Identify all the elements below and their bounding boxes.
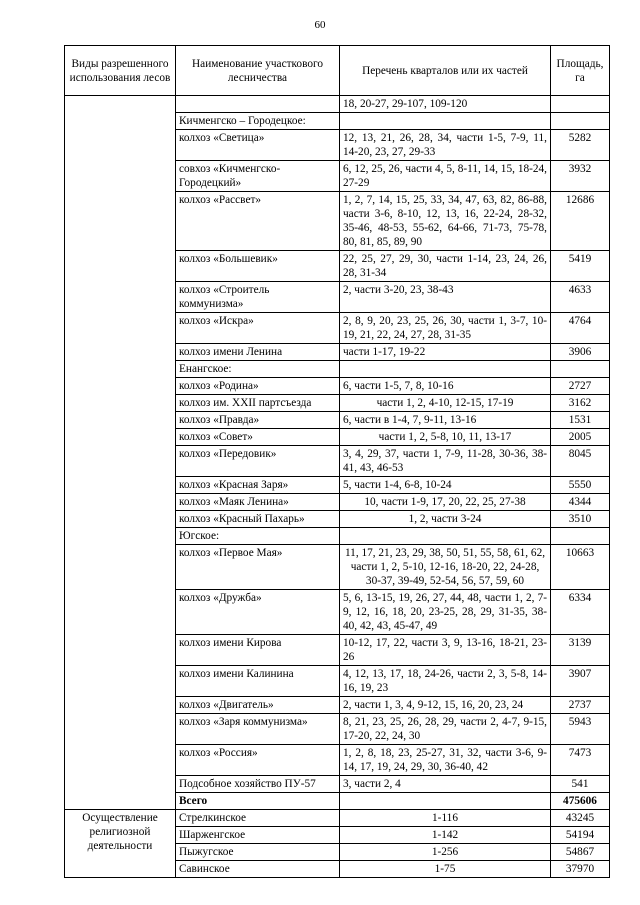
quarters-cell [340,361,551,378]
area-value: 3906 [551,344,610,361]
area-value: 54194 [551,827,610,844]
forestry-name: колхоз «Рассвет» [176,192,340,251]
region-name: Енангское: [176,361,340,378]
quarters-list: 10-12, 17, 22, части 3, 9, 13-16, 18-21, 23-26 [340,635,551,666]
quarters-list: 6, части в 1-4, 7, 9-11, 13-16 [340,412,551,429]
forestry-name: Пыжугское [176,844,340,861]
quarters-list: 1, 2, 8, 18, 23, 25-27, 31, 32, части 3-6, 9-14, 17, 19, 24, 29, 30, 36-40, 42 [340,745,551,776]
region-name: Кичменгско – Городецкое: [176,113,340,130]
quarters-list: 1-256 [340,844,551,861]
forestry-name: Всего [176,793,340,810]
quarters-list: 2, 8, 9, 20, 23, 25, 26, 30, части 1, 3-7, 10-19, 21, 22, 24, 27, 28, 31-35 [340,313,551,344]
forestry-name: Подсобное хозяйство ПУ-57 [176,776,340,793]
area-value: 5550 [551,477,610,494]
quarters-list: 2, части 1, 3, 4, 9-12, 15, 16, 20, 23, 24 [340,697,551,714]
area-value: 4633 [551,282,610,313]
forestry-name-cell [176,96,340,113]
forestry-name: колхоз имени Калинина [176,666,340,697]
area-value: 541 [551,776,610,793]
area-value: 4764 [551,313,610,344]
area-value: 54867 [551,844,610,861]
religious-row [65,810,610,827]
area-value: 3162 [551,395,610,412]
quarters-list: части 1, 2, 4-10, 12-15, 17-19 [340,395,551,412]
area-value: 12686 [551,192,610,251]
forestry-name: Стрелкинское [176,810,340,827]
quarters-list: 5, 6, 13-15, 19, 26, 27, 44, 48, части 1, 2, 7-9, 12, 16, 18, 20, 23-25, 28, 29, 31-35, 38-40, 42, 43, 45-47, 49 [340,590,551,635]
quarters-list: 18, 20-27, 29-107, 109-120 [340,96,551,113]
area-value: 5943 [551,714,610,745]
forestry-name: колхоз «Искра» [176,313,340,344]
area-value: 7473 [551,745,610,776]
forestry-name: колхоз «Родина» [176,378,340,395]
quarters-list: части 1, 2, 5-8, 10, 11, 13-17 [340,429,551,446]
quarters-list: 3, части 2, 4 [340,776,551,793]
area-value: 6334 [551,590,610,635]
forestry-name: колхоз «Россия» [176,745,340,776]
page-number: 60 [314,19,326,31]
quarters-list: 6, 12, 25, 26, части 4, 5, 8-11, 14, 15, 18-24, 27-29 [340,161,551,192]
table-row [65,96,610,113]
area-value: 2727 [551,378,610,395]
quarters-list: 4, 12, 13, 17, 18, 24-26, части 2, 3, 5-8, 14-16, 19, 23 [340,666,551,697]
area-value: 8045 [551,446,610,477]
area-value: 3907 [551,666,610,697]
use-type-religious: Осуществление религиозной деятельности [65,810,176,878]
area-cell [551,113,610,130]
quarters-list: 22, 25, 27, 29, 30, части 1-14, 23, 24, 26, 28, 31-34 [340,251,551,282]
forestry-name: колхоз «Первое Мая» [176,545,340,590]
header-forestry-name: Наименование участкового лесничества [176,46,340,96]
area-value: 4344 [551,494,610,511]
quarters-cell [340,528,551,545]
area-cell [551,361,610,378]
region-name: Югское: [176,528,340,545]
forestry-name: колхоз «Дружба» [176,590,340,635]
forestry-name: колхоз «Передовик» [176,446,340,477]
header-quarters: Перечень кварталов или их частей [340,46,551,96]
area-value: 1531 [551,412,610,429]
quarters-list: 12, 13, 21, 26, 28, 34, части 1-5, 7-9, 11, 14-20, 23, 27, 29-33 [340,130,551,161]
area-cell [551,528,610,545]
forestry-name: колхоз «Совет» [176,429,340,446]
forestry-name: колхоз «Заря коммунизма» [176,714,340,745]
area-value [551,96,610,113]
area-value: 43245 [551,810,610,827]
forestry-name: колхоз имени Ленина [176,344,340,361]
forestry-name: колхоз «Двигатель» [176,697,340,714]
quarters-list: части 1-17, 19-22 [340,344,551,361]
area-value: 5282 [551,130,610,161]
total-area: 475606 [551,793,610,810]
quarters-list: 10, части 1-9, 17, 20, 22, 25, 27-38 [340,494,551,511]
area-value: 2005 [551,429,610,446]
table-header-row [65,46,610,96]
forestry-name: колхоз «Правда» [176,412,340,429]
quarters-list: 1-75 [340,861,551,878]
forestry-name: колхоз имени Кирова [176,635,340,666]
forestry-name: Шарженгское [176,827,340,844]
quarters-list [340,793,551,810]
quarters-list: 1-142 [340,827,551,844]
area-value: 2737 [551,697,610,714]
quarters-list: 6, части 1-5, 7, 8, 10-16 [340,378,551,395]
area-value: 3932 [551,161,610,192]
forestry-name: Савинское [176,861,340,878]
area-value: 3139 [551,635,610,666]
quarters-list: 8, 21, 23, 25, 26, 28, 29, части 2, 4-7, 9-15, 17-20, 22, 24, 30 [340,714,551,745]
forestry-name: совхоз «Кичменгско-Городецкий» [176,161,340,192]
quarters-list: 1-116 [340,810,551,827]
forest-use-table [64,45,610,878]
header-area: Площадь, га [551,46,610,96]
quarters-list: 3, 4, 29, 37, части 1, 7-9, 11-28, 30-36, 38-41, 43, 46-53 [340,446,551,477]
forestry-name: колхоз «Маяк Ленина» [176,494,340,511]
forestry-name: колхоз «Красный Пахарь» [176,511,340,528]
forestry-name: колхоз «Светица» [176,130,340,161]
quarters-list: 5, части 1-4, 6-8, 10-24 [340,477,551,494]
quarters-list: 2, части 3-20, 23, 38-43 [340,282,551,313]
quarters-cell [340,113,551,130]
use-type-cell-empty [65,96,176,810]
area-value: 5419 [551,251,610,282]
area-value: 3510 [551,511,610,528]
forestry-name: колхоз «Большевик» [176,251,340,282]
forestry-name: колхоз им. XXII партсъезда [176,395,340,412]
quarters-list: 1, 2, 7, 14, 15, 25, 33, 34, 47, 63, 82, 86-88, части 3-6, 8-10, 12, 13, 16, 22-24, 28-32, 35-46, 48-53, 55-62, 64-66, 71-73, 75-78, 80, 81, 85, 89, 90 [340,192,551,251]
area-value: 10663 [551,545,610,590]
header-use-type: Виды разрешенного использования лесов [65,46,176,96]
forestry-name: колхоз «Строитель коммунизма» [176,282,340,313]
quarters-list: 1, 2, части 3-24 [340,511,551,528]
area-value: 37970 [551,861,610,878]
forestry-name: колхоз «Красная Заря» [176,477,340,494]
quarters-list: 11, 17, 21, 23, 29, 38, 50, 51, 55, 58, 61, 62, части 1, 2, 5-10, 12-16, 18-20, 22, 24-28, 30-37, 39-49, 52-54, 56, 57, 59, 60 [340,545,551,590]
